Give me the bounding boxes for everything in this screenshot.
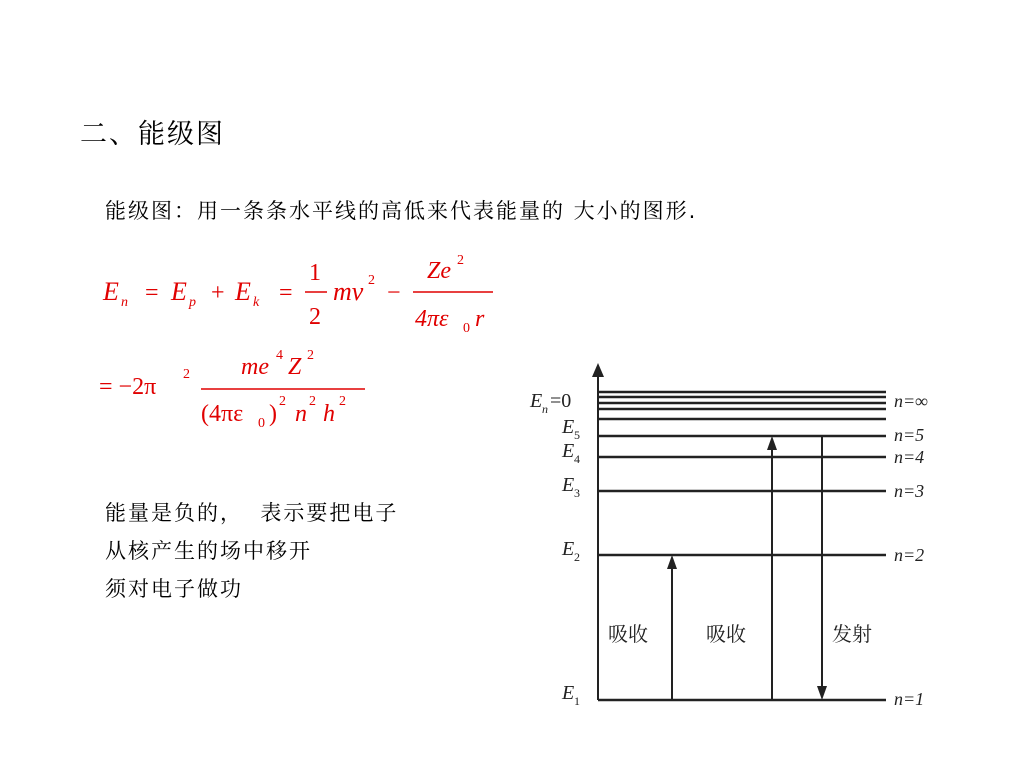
label-E4-sub: 4 (574, 452, 580, 466)
label-E5: E (562, 416, 575, 438)
formula-frac2-num-exp: 2 (457, 253, 464, 268)
formula2-den-h: h (323, 401, 335, 427)
label-n5: n=5 (894, 425, 925, 445)
formula2-den-close: ) (269, 401, 277, 427)
label-E4: E (562, 440, 575, 462)
label-En: E (530, 390, 543, 412)
formula-svg (95, 248, 515, 448)
formula-eq2: = (279, 280, 293, 306)
label-En-sub: n (542, 402, 548, 416)
absorb-arrow-2-head-icon (767, 436, 777, 450)
formula-Ep: E (171, 277, 187, 306)
formula2-prefix-exp: 2 (183, 367, 190, 382)
note-line-1: 能量是负的， 表示要把电子 (105, 501, 399, 525)
formula2-den-sub: 0 (258, 416, 265, 431)
formula-En: E (103, 277, 119, 306)
formula-frac2-num: Ze (427, 258, 451, 284)
formula-Ek: E (235, 277, 251, 306)
formula-minus: − (387, 280, 401, 306)
formula-mv: mv (333, 277, 364, 306)
energy-axis-arrow-icon (592, 363, 604, 377)
formula2-prefix: = −2π (99, 374, 157, 400)
label-emit: 发射 (832, 622, 872, 646)
label-n4: n=4 (894, 447, 925, 467)
label-E1: E (562, 682, 575, 704)
emit-arrow-head-icon (817, 686, 827, 700)
formula2-num-me: me (241, 354, 269, 380)
label-n3: n=3 (894, 481, 925, 501)
label-En-eq: =0 (550, 390, 572, 412)
formula2-den-n-exp: 2 (309, 394, 316, 409)
label-E3-sub: 3 (574, 486, 580, 500)
formula-frac2-den-a: 4πε (415, 306, 449, 332)
formula-mv-exp: 2 (368, 273, 375, 288)
label-E5-sub: 5 (574, 428, 580, 442)
formula2-num-Z: Z (288, 354, 302, 380)
diagram-svg (520, 355, 960, 715)
formula2-den-h-exp: 2 (339, 394, 346, 409)
energy-formula (95, 248, 515, 448)
label-n-inf: n=∞ (894, 391, 928, 411)
formula2-den-n: n (295, 401, 307, 427)
label-absorb-1: 吸收 (608, 622, 648, 646)
formula2-den-close-exp: 2 (279, 394, 286, 409)
absorb-arrow-1-head-icon (667, 555, 677, 569)
formula-frac2-den-sub: 0 (463, 321, 470, 336)
label-E2-sub: 2 (574, 550, 580, 564)
label-E2: E (562, 538, 575, 560)
formula-frac2-den-b: r (475, 306, 485, 332)
note-line-3: 须对电子做功 (105, 577, 243, 601)
formula-frac1-num: 1 (309, 260, 321, 286)
formula-frac1-den: 2 (309, 304, 321, 330)
formula2-num-Z-exp: 2 (307, 348, 314, 363)
formula-Ep-sub: p (189, 295, 196, 310)
note-text (105, 494, 398, 608)
formula-En-sub: n (121, 295, 128, 310)
label-n1: n=1 (894, 689, 925, 709)
formula2-num-me-exp: 4 (276, 348, 283, 363)
label-E1-sub: 1 (574, 694, 580, 708)
definition-text: 能级图：用一条条水平线的高低来代表能量的 大小的图形. (105, 199, 698, 223)
energy-level-diagram (520, 355, 960, 715)
formula-plus: + (211, 280, 225, 306)
note-line-2: 从核产生的场中移开 (105, 539, 312, 563)
formula2-den-open: (4πε (201, 401, 244, 427)
label-E3: E (562, 474, 575, 496)
label-n2: n=2 (894, 545, 925, 565)
formula-eq1: = (145, 280, 159, 306)
label-absorb-2: 吸收 (706, 622, 746, 646)
formula-Ek-sub: k (253, 295, 260, 310)
slide-heading: 二、能级图 (80, 119, 225, 150)
